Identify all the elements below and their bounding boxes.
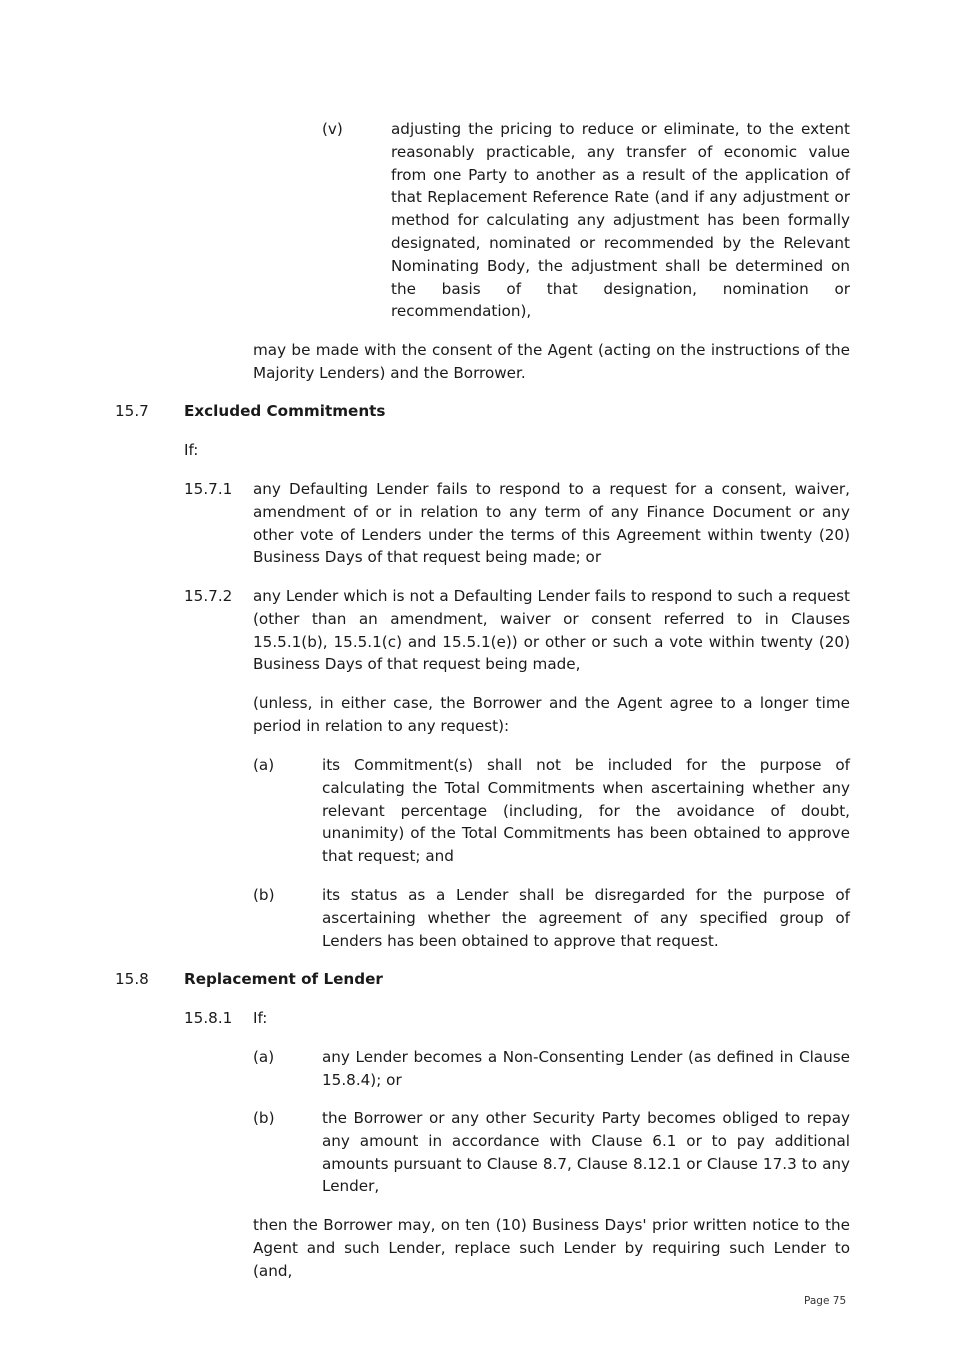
section-15-8-number: 15.8: [115, 970, 149, 988]
clause-15-8-1-text: If:: [253, 1009, 268, 1027]
clause-15-8-a-label: (a): [253, 1048, 275, 1066]
clause-15-7-b-label: (b): [253, 886, 275, 904]
section-15-7-if: If:: [184, 441, 199, 459]
clause-15-8-a-text: any Lender becomes a Non-Consenting Lender (as defined in Clause 15.8.4); or: [322, 1048, 850, 1089]
unless-paragraph: (unless, in either case, the Borrower and the Agent agree to a longer time period in relation to any request):: [253, 694, 850, 735]
section-15-7-number: 15.7: [115, 402, 149, 420]
section-15-7-title: Excluded Commitments: [184, 402, 386, 420]
clause-15-8-1-number: 15.8.1: [184, 1009, 233, 1027]
clause-15-7-a-label: (a): [253, 756, 275, 774]
item-v-label: (v): [322, 120, 343, 138]
clause-15-7-2-text: any Lender which is not a Defaulting Lender fails to respond to such a request (other than an amendment, waiver or consent referred to in Clauses 15.5.1(b), 15.5.1(c) and 15.5.1(e)) or other or such a vote within twenty (20) Business Days of that request being made,: [253, 587, 850, 674]
section-15-8-title: Replacement of Lender: [184, 970, 383, 988]
then-paragraph: then the Borrower may, on ten (10) Business Days' prior written notice to the Agent and such Lender, replace such Lender by requiring such Lender to (and,: [253, 1216, 850, 1280]
clause-15-7-2-number: 15.7.2: [184, 587, 233, 605]
clause-15-7-1-number: 15.7.1: [184, 480, 233, 498]
consent-paragraph: may be made with the consent of the Agent (acting on the instructions of the Majority Lenders) and the Borrower.: [253, 341, 850, 382]
clause-15-7-b-text: its status as a Lender shall be disregarded for the purpose of ascertaining whether the agreement of any specified group of Lenders has been obtained to approve that request.: [322, 886, 850, 950]
clause-15-7-a-text: its Commitment(s) shall not be included for the purpose of calculating the Total Commitments when ascertaining whether any relevant percentage (including, for the avoidance of doubt, unanimity) of the Total Commitments has been obtained to approve that request; and: [322, 756, 850, 866]
item-v-text: adjusting the pricing to reduce or eliminate, to the extent reasonably practicable, any transfer of economic value from one Party to another as a result of the application of that Replacement Reference Rate (and if any adjustment or method for calculating any adjustment has been formally designated, nominated or recommended by the Relevant Nominating Body, the adjustment shall be determined on the basis of that designation, nomination or recommendation),: [391, 120, 850, 321]
clause-15-7-1-text: any Defaulting Lender fails to respond to a request for a consent, waiver, amendment of or in relation to any term of any Finance Document or any other vote of Lenders under the terms of this Agreement within twenty (20) Business Days of that request being made; or: [253, 480, 850, 567]
clause-15-8-b-label: (b): [253, 1109, 275, 1127]
page-number: Page 75: [804, 1295, 847, 1307]
clause-15-8-b-text: the Borrower or any other Security Party becomes obliged to repay any amount in accordance with Clause 6.1 or to pay additional amounts pursuant to Clause 8.7, Clause 8.12.1 or Clause 17.3 to any Lender,: [322, 1109, 850, 1196]
